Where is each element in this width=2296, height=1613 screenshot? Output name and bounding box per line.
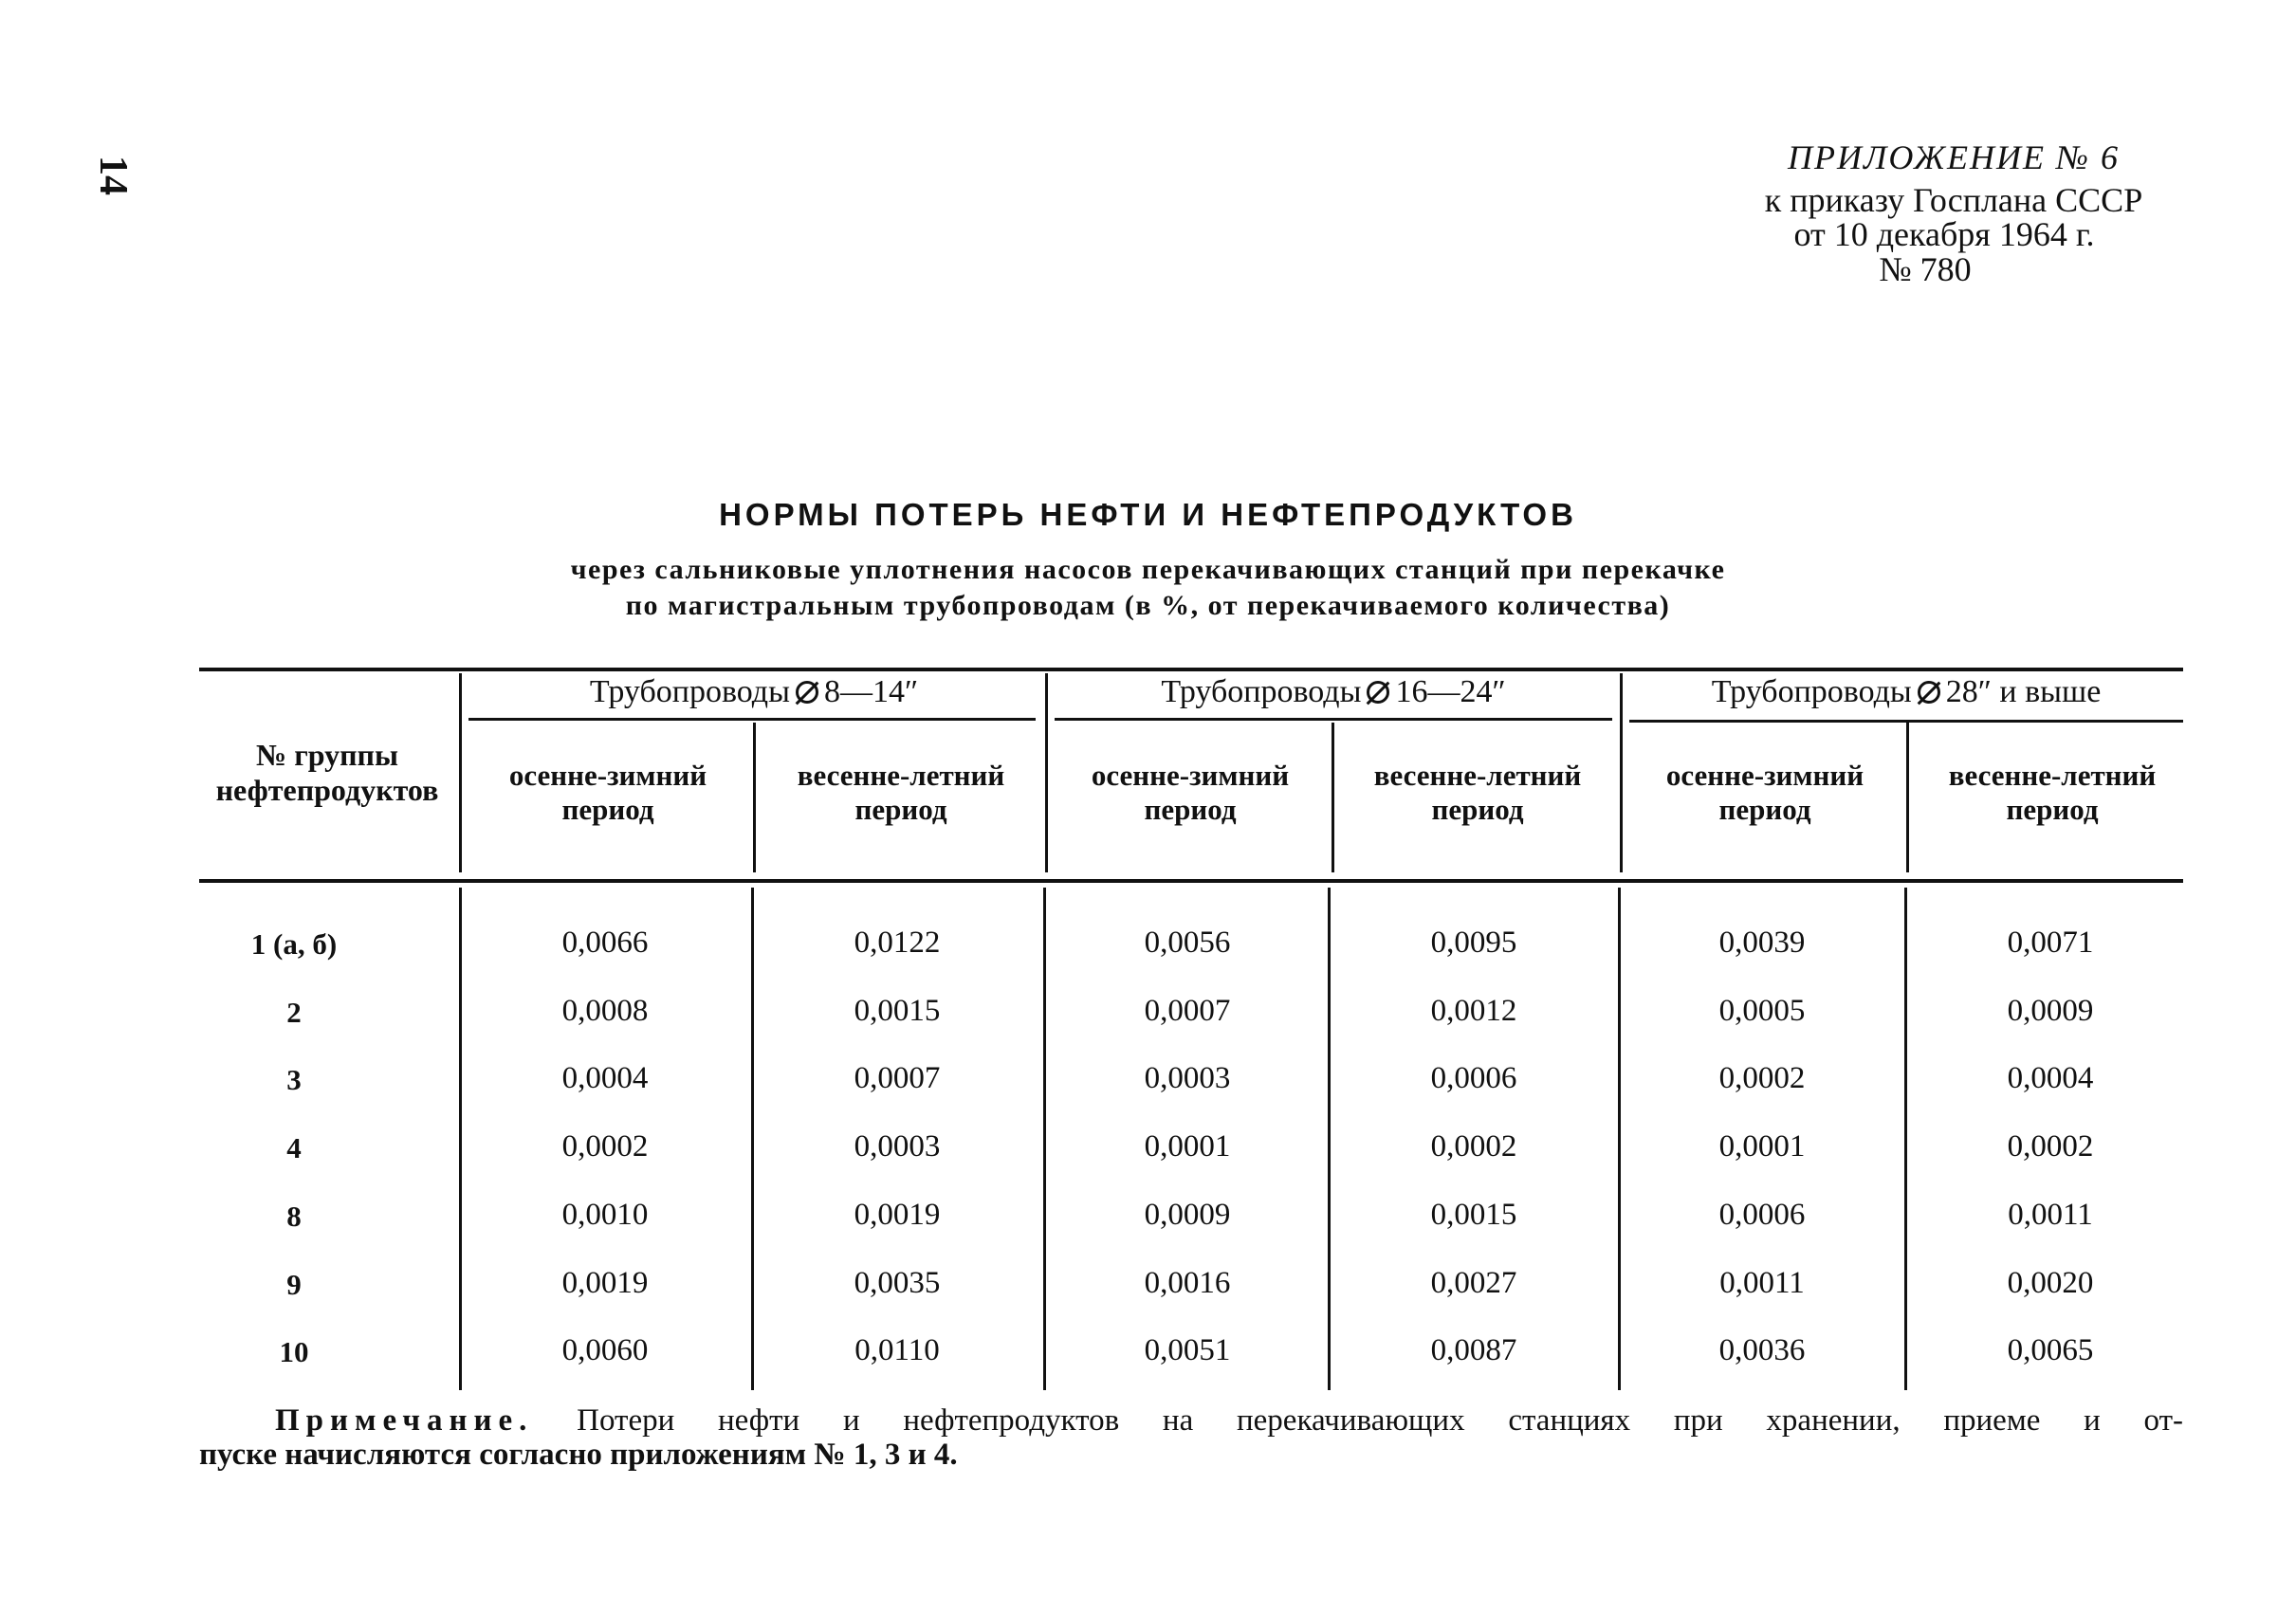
diameter-icon xyxy=(1918,681,1940,704)
table-cell: 0,0003 xyxy=(854,1129,941,1164)
column-divider-header-3 xyxy=(1045,673,1048,872)
group-column-header-line-1: № группы xyxy=(256,738,398,772)
pipeline-header-2-prefix: Трубопроводы xyxy=(1161,674,1362,709)
table-cell: 0,0060 xyxy=(561,1333,649,1367)
table-cell: 0,0001 xyxy=(1144,1129,1231,1164)
table-cell: 0,0071 xyxy=(2007,926,2094,960)
period-spring-line-2: период xyxy=(1431,792,1524,826)
pipeline-header-1 xyxy=(465,673,1043,710)
column-divider-header-6 xyxy=(1906,723,1909,872)
table-cell: 0,0027 xyxy=(1430,1266,1517,1300)
diameter-icon xyxy=(1367,681,1389,704)
note-text-1: Потери нефти и нефтепродуктов на перекачивающих станциях при хранении, приеме и от- xyxy=(577,1403,2183,1438)
table-cell: 0,0122 xyxy=(854,926,941,960)
table-cell: 0,0004 xyxy=(561,1061,649,1095)
page-number: 14 xyxy=(91,156,135,195)
pipeline-header-1-prefix: Трубопроводы xyxy=(589,674,790,709)
pipeline-1-underline xyxy=(468,718,1036,721)
period-autumn-line-2: период xyxy=(1144,792,1237,826)
pipeline-header-2-suffix: 16—24″ xyxy=(1395,674,1506,709)
period-header-spring-3 xyxy=(1910,759,2195,826)
table-cell: 0,0019 xyxy=(854,1198,941,1232)
note-line-2: пуске начисляются согласно приложениям № 1, 3 и 4. xyxy=(199,1438,958,1473)
table-cell: 0,0006 xyxy=(1430,1061,1517,1095)
appendix-reference xyxy=(1698,140,2191,287)
pipeline-header-2 xyxy=(1049,673,1618,710)
period-spring-line-2: период xyxy=(2006,792,2099,826)
pipeline-header-3-suffix: 28″ и выше xyxy=(1945,674,2102,709)
table-cell: 0,0020 xyxy=(2007,1266,2094,1300)
table-cell: 0,0011 xyxy=(1719,1266,1805,1300)
period-spring-line-2: период xyxy=(854,792,947,826)
table-cell: 0,0002 xyxy=(561,1129,649,1164)
appendix-line-3: № 780 xyxy=(1879,250,1972,289)
period-spring-line-1: весенне-летний xyxy=(1373,759,1582,792)
table-row-group: 8 xyxy=(286,1200,302,1233)
table-cell: 0,0008 xyxy=(561,994,649,1028)
table-cell: 0,0001 xyxy=(1718,1129,1806,1164)
pipeline-header-1-suffix: 8—14″ xyxy=(823,674,919,709)
table-cell: 0,0009 xyxy=(1144,1198,1231,1232)
period-header-autumn-1 xyxy=(463,759,753,826)
table-cell: 0,0009 xyxy=(2007,994,2094,1028)
table-row-group: 10 xyxy=(279,1335,309,1368)
group-column-header xyxy=(194,738,460,808)
period-autumn-line-1: осенне-зимний xyxy=(1665,759,1864,792)
column-divider-header-5 xyxy=(1620,673,1623,872)
document-title: НОРМЫ ПОТЕРЬ НЕФТИ И НЕФТЕПРОДУКТОВ xyxy=(719,497,1577,532)
table-cell: 0,0006 xyxy=(1718,1198,1806,1232)
table-row-group: 3 xyxy=(286,1063,302,1096)
table-cell: 0,0015 xyxy=(1430,1198,1517,1232)
table-cell: 0,0051 xyxy=(1144,1333,1231,1367)
table-header-bottom-rule xyxy=(199,879,2183,883)
table-cell: 0,0010 xyxy=(561,1198,649,1232)
table-cell: 0,0035 xyxy=(854,1266,941,1300)
table-cell: 0,0019 xyxy=(561,1266,649,1300)
table-cell: 0,0066 xyxy=(561,926,649,960)
table-cell: 0,0011 xyxy=(2008,1198,2093,1232)
group-column-header-line-2: нефтепродуктов xyxy=(215,772,439,807)
table-cell: 0,0003 xyxy=(1144,1061,1231,1095)
document-subtitle-line-2: по магистральным трубопроводам (в %, от перекачиваемого количества) xyxy=(625,590,1671,621)
table-cell: 0,0002 xyxy=(1430,1129,1517,1164)
table-cell: 0,0095 xyxy=(1430,926,1517,960)
document-subtitle-line-1: через сальниковые уплотнения насосов перекачивающих станций при перекачке xyxy=(570,554,1726,585)
column-divider-header-2 xyxy=(753,723,756,872)
appendix-heading: ПРИЛОЖЕНИЕ № 6 xyxy=(1788,138,2120,176)
period-autumn-line-1: осенне-зимний xyxy=(1091,759,1290,792)
table-row-group: 2 xyxy=(286,996,302,1029)
column-divider-header-4 xyxy=(1332,723,1334,872)
appendix-line-1: к приказу Госплана СССР xyxy=(1764,180,2143,219)
table-cell: 0,0036 xyxy=(1718,1333,1806,1367)
table-cell: 0,0004 xyxy=(2007,1061,2094,1095)
period-header-autumn-3 xyxy=(1624,759,1906,826)
table-cell: 0,0005 xyxy=(1718,994,1806,1028)
column-divider-body-1 xyxy=(459,888,462,1390)
diameter-icon xyxy=(796,681,818,704)
table-row-group: 4 xyxy=(286,1131,302,1164)
pipeline-2-underline xyxy=(1055,718,1612,721)
pipeline-header-3 xyxy=(1624,673,2189,710)
table-cell: 0,0087 xyxy=(1430,1333,1517,1367)
table-cell: 0,0002 xyxy=(1718,1061,1806,1095)
appendix-line-2: от 10 декабря 1964 г. xyxy=(1793,215,2095,254)
table-cell: 0,0007 xyxy=(1144,994,1231,1028)
column-divider-body-6 xyxy=(1904,888,1907,1390)
table-note xyxy=(199,1403,2183,1473)
table-row-group: 1 (а, б) xyxy=(250,927,338,961)
column-divider-body-2 xyxy=(751,888,754,1390)
table-cell: 0,0007 xyxy=(854,1061,941,1095)
period-autumn-line-1: осенне-зимний xyxy=(508,759,707,792)
table-cell: 0,0065 xyxy=(2007,1333,2094,1367)
table-cell: 0,0016 xyxy=(1144,1266,1231,1300)
note-label: Примечание. xyxy=(275,1403,534,1438)
period-header-autumn-2 xyxy=(1049,759,1332,826)
period-spring-line-1: весенне-летний xyxy=(797,759,1005,792)
table-cell: 0,0039 xyxy=(1718,926,1806,960)
table-top-rule xyxy=(199,668,2183,671)
table-row-group: 9 xyxy=(286,1268,302,1301)
note-line-1 xyxy=(199,1403,2183,1438)
period-header-spring-2 xyxy=(1335,759,1620,826)
table-cell: 0,0056 xyxy=(1144,926,1231,960)
table-cell: 0,0012 xyxy=(1430,994,1517,1028)
period-autumn-line-2: период xyxy=(561,792,654,826)
table-cell: 0,0002 xyxy=(2007,1129,2094,1164)
period-spring-line-1: весенне-летний xyxy=(1948,759,2157,792)
table-cell: 0,0015 xyxy=(854,994,941,1028)
period-autumn-line-2: период xyxy=(1718,792,1811,826)
table-cell: 0,0110 xyxy=(854,1333,940,1367)
pipeline-header-3-prefix: Трубопроводы xyxy=(1711,674,1912,709)
period-header-spring-1 xyxy=(757,759,1045,826)
